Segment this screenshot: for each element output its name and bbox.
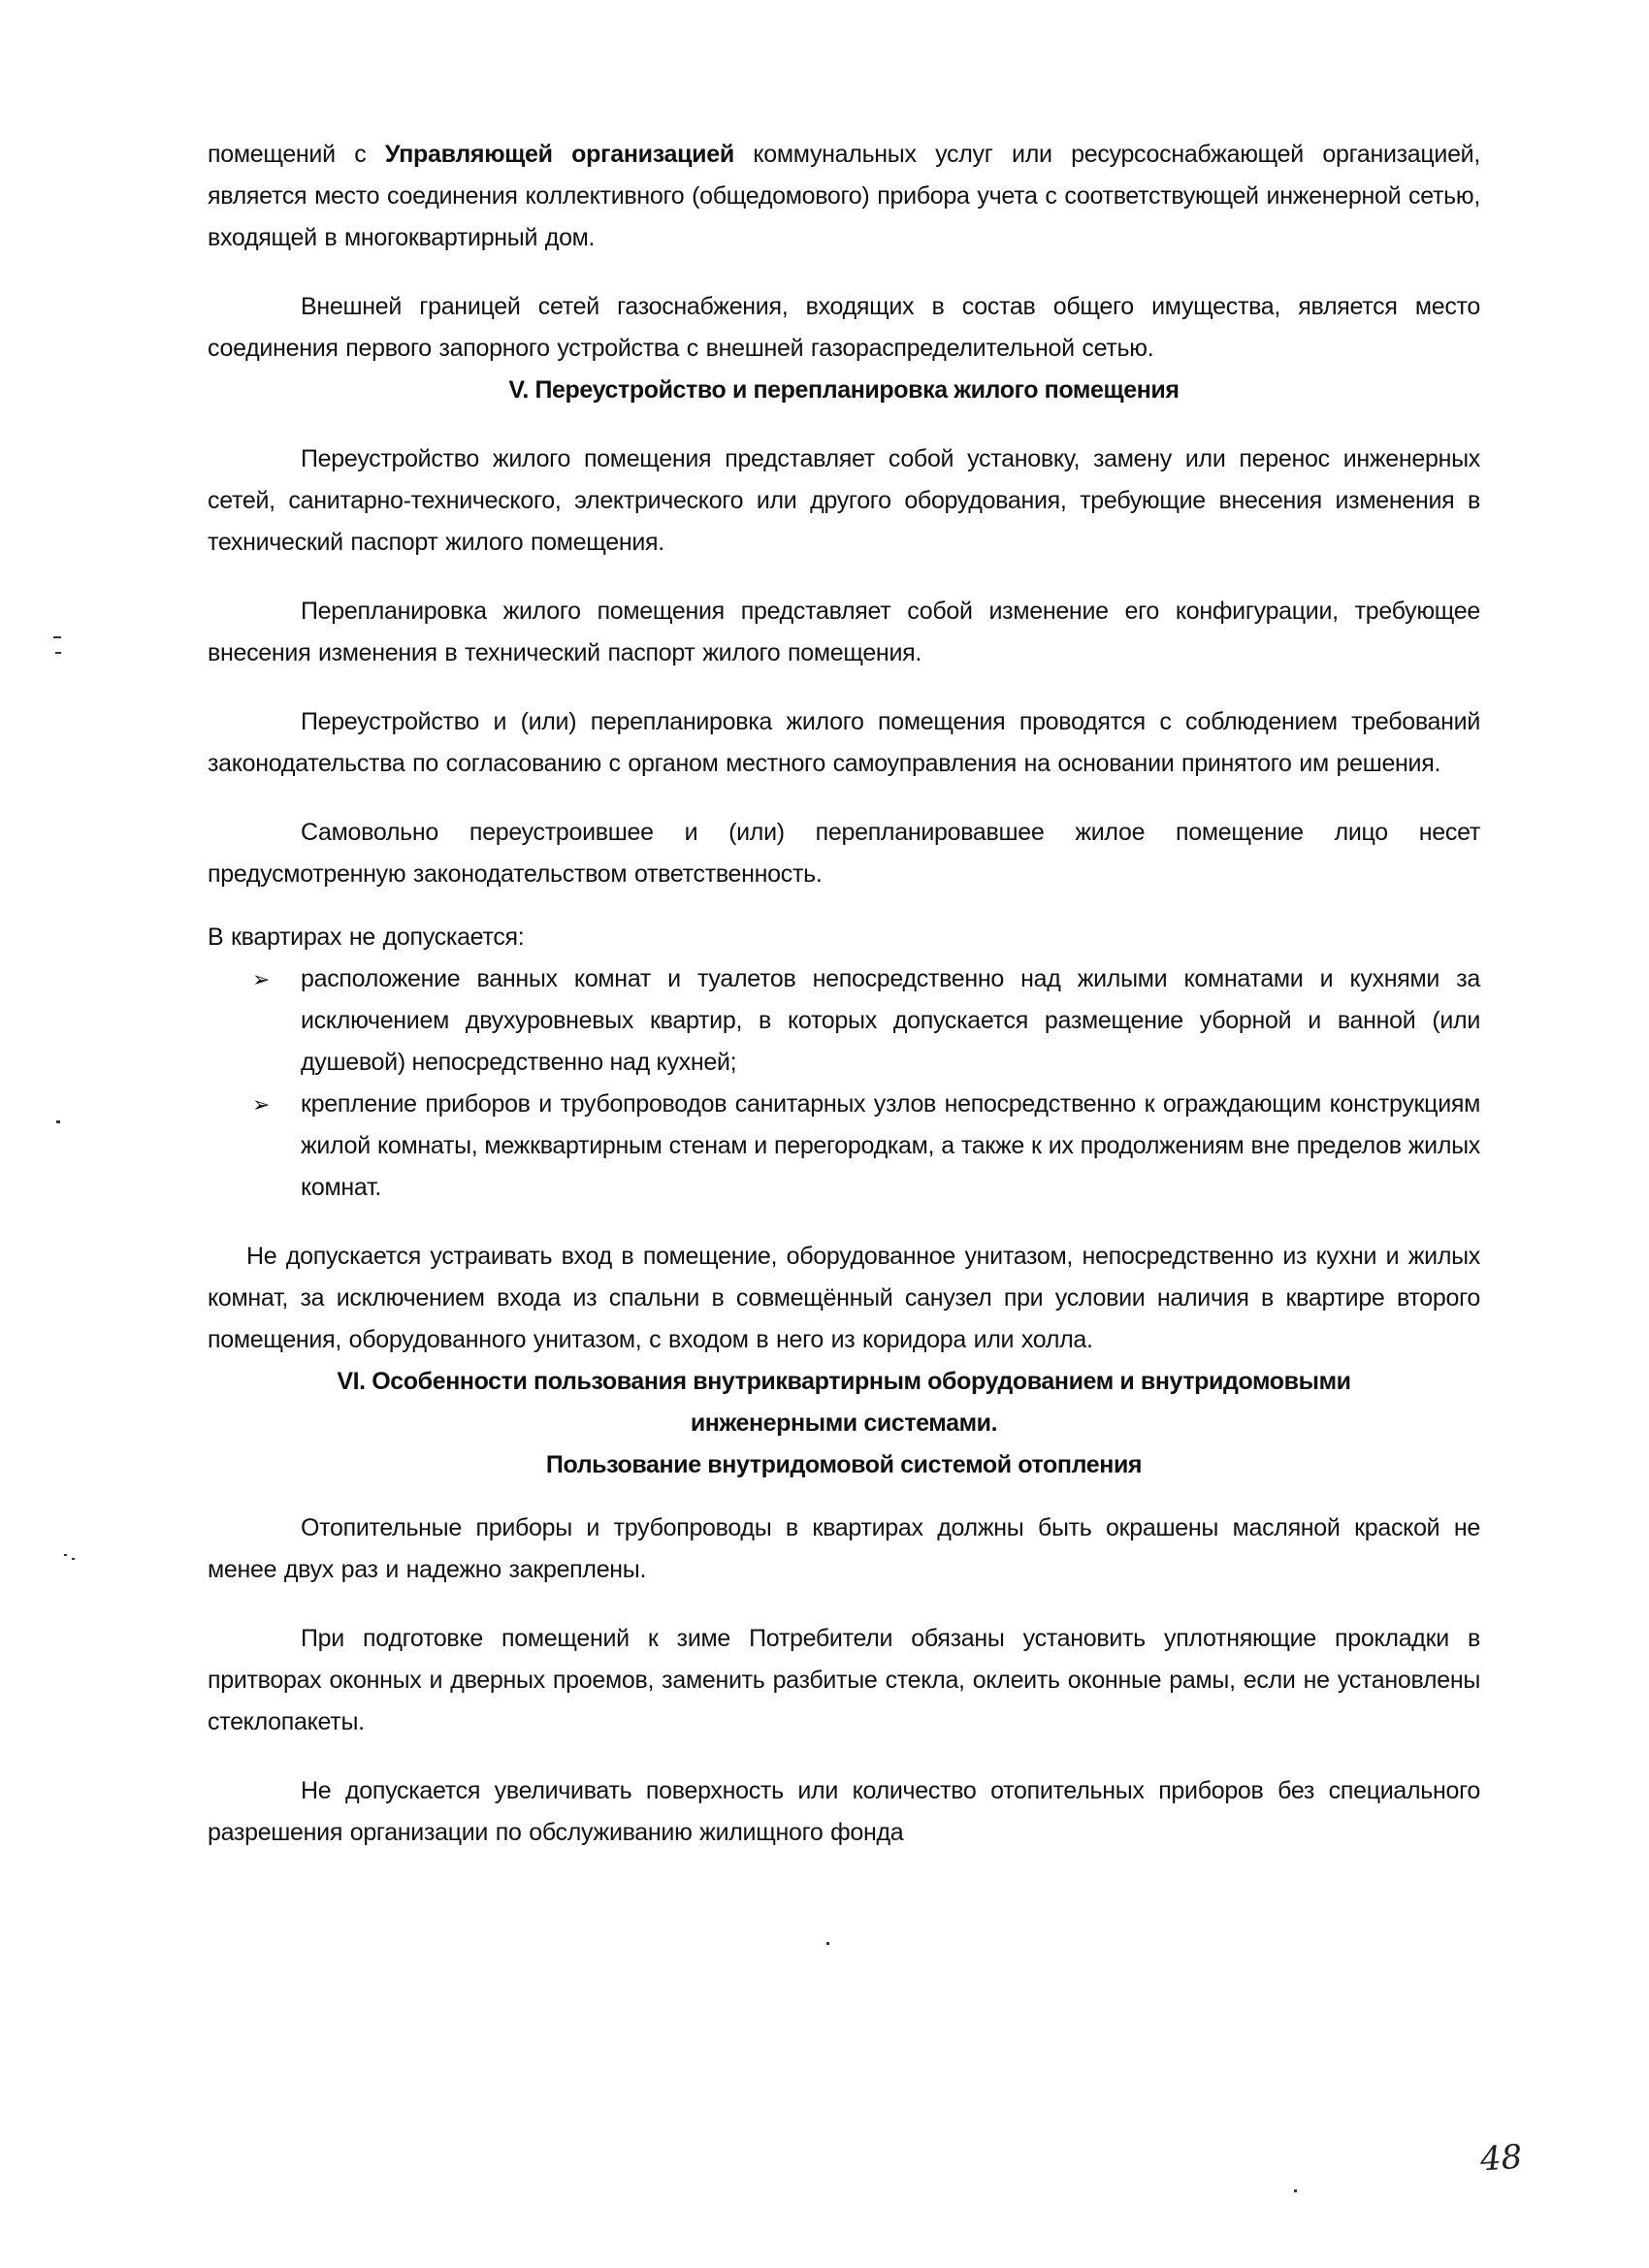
scan-artifact: [53, 636, 61, 638]
section-heading-vi: [208, 1361, 1480, 1444]
paragraph-text: помещений с: [208, 141, 385, 168]
paragraph-heater-restrictions: Не допускается увеличивать поверхность или количество отопительных приборов без специального разрешения организации по обслуживанию жилищного фонда: [208, 1777, 1480, 1846]
paragraph-text: коммунальных услуг или ресурсоснабжающей организацией, является место соединения коллективного (общедомового) прибора учета с соответствующей инженерной сетью, входящей в многоквартирный дом.: [208, 141, 1480, 251]
paragraph-gas-boundary: Внешней границей сетей газоснабжения, входящих в состав общего имущества, является место соединения первого запорного устройства с внешней газораспределительной сетью.: [208, 293, 1480, 362]
scan-artifact: [1294, 2189, 1297, 2192]
list-item: [208, 958, 1480, 1084]
paragraph-toilet-entrance: Не допускается устраивать вход в помещение, оборудованное унитазом, непосредственно из кухни и жилых комнат, за исключением входа из спальни в совмещённый санузел при условии наличия в квартире второго помещения, оборудованного унитазом, с входом в него из коридора или холла.: [208, 1243, 1480, 1353]
list-item: [208, 1084, 1480, 1209]
list-item-text: крепление приборов и трубопроводов санитарных узлов непосредственно к ограждающим конструкциям жилой комнаты, межквартирным стенам и перегородкам, а также к их продолжениям вне пределов жилых комнат.: [301, 1090, 1480, 1201]
handwritten-page-number: 48: [1478, 2137, 1524, 2180]
paragraph-liability: Самовольно переустроившее и (или) перепланировавшее жилое помещение лицо несет предусмотренную законодательством ответственность.: [208, 819, 1480, 888]
section-heading-vi-line1: VI. Особенности пользования внутриквартирным оборудованием и внутридомовыми: [337, 1368, 1351, 1395]
list-intro: В квартирах не допускается:: [208, 923, 525, 951]
scan-artifact: [55, 652, 61, 654]
section-heading-vi-line2: инженерными системами.: [690, 1409, 998, 1437]
scan-artifact: [56, 1120, 60, 1123]
paragraph-heating-paint: Отопительные приборы и трубопроводы в квартирах должны быть окрашены масляной краской не менее двух раз и надежно закреплены.: [208, 1514, 1480, 1583]
paragraph-legal-requirements: Переустройство и (или) перепланировка жилого помещения проводятся с соблюдением требований законодательства по согласованию с органом местного самоуправления на основании принятого им решения.: [208, 708, 1480, 777]
document-page: [208, 134, 1480, 1854]
scan-artifact: [72, 1558, 75, 1560]
paragraph-winter-preparation: При подготовке помещений к зиме Потребители обязаны установить уплотняющие прокладки в притворах оконных и дверных проемов, заменить разбитые стекла, оклеить оконные рамы, если не установлены стеклопакеты.: [208, 1625, 1480, 1735]
paragraph-utility-boundary: [208, 134, 1480, 259]
prohibitions-list: [208, 958, 1480, 1209]
subsection-heading-heating: Пользование внутридомовой системой отопления: [545, 1451, 1143, 1478]
paragraph-reconstruction-definition: Переустройство жилого помещения представляет собой установку, замену или перенос инженерных сетей, санитарно-технического, электрического или другого оборудования, требующие внесения изменения в технический паспорт жилого помещения.: [208, 445, 1480, 556]
arrow-bullet-icon: ➢: [252, 1092, 271, 1117]
paragraph-replanning-definition: Перепланировка жилого помещения представляет собой изменение его конфигурации, требующее внесения изменения в технический паспорт жилого помещения.: [208, 598, 1480, 666]
list-item-text: расположение ванных комнат и туалетов непосредственно над жилыми комнатами и кухнями за исключением двухуровневых квартир, в которых допускается размещение уборной и ванной (или душевой) непосредственно над кухней;: [301, 965, 1480, 1076]
arrow-bullet-icon: ➢: [252, 967, 271, 991]
bold-term: Управляющей организацией: [384, 141, 734, 168]
scan-artifact: [64, 1554, 67, 1556]
scan-artifact: [826, 1942, 829, 1945]
section-heading-v: V. Переустройство и перепланировка жилого помещения: [508, 376, 1180, 404]
